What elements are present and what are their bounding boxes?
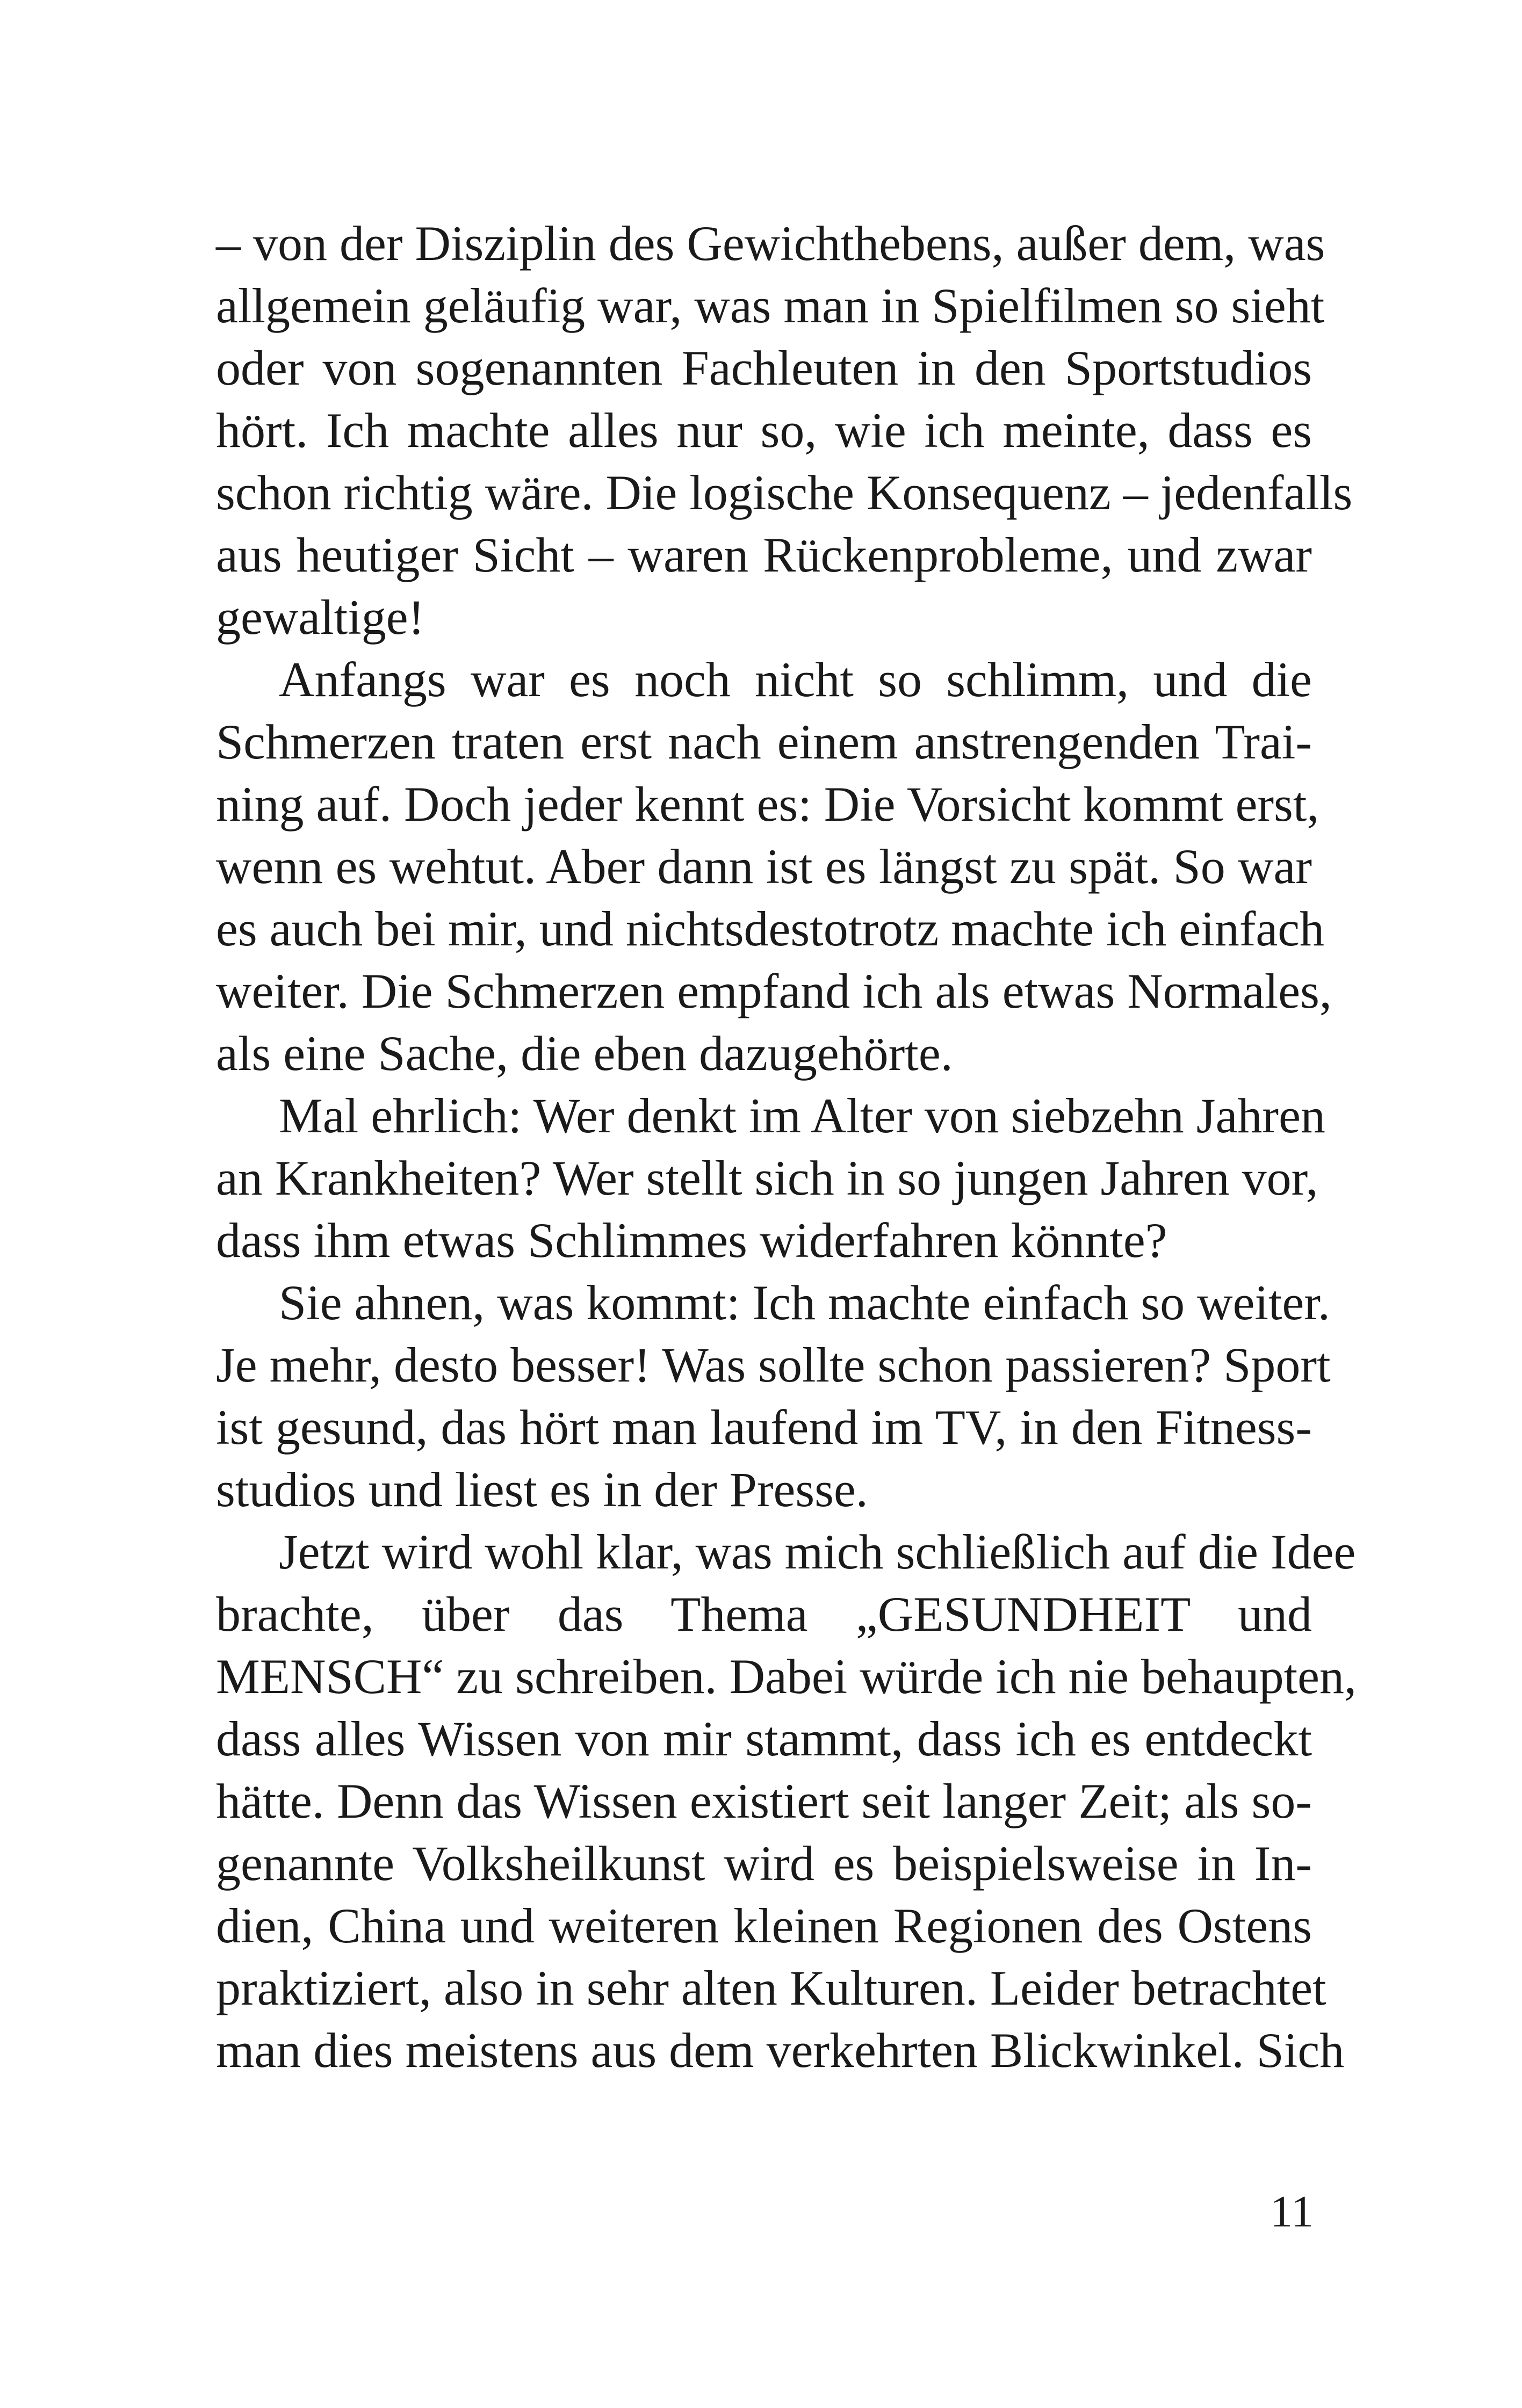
- text-line: Sie ahnen, was kommt: Ich machte einfach so weiter.: [279, 1275, 1330, 1330]
- text-line: Anfangs war es noch nicht so schlimm, und die: [279, 652, 1312, 707]
- text-line: dass ihm etwas Schlimmes widerfahren könnte?: [216, 1213, 1167, 1268]
- text-line: brachte, über das Thema „GESUNDHEIT und: [216, 1587, 1312, 1642]
- text-line: – von der Disziplin des Gewichthebens, außer dem, was: [216, 216, 1325, 271]
- text-line: Jetzt wird wohl klar, was mich schließlich auf die Idee: [279, 1524, 1356, 1579]
- paragraph-5: [216, 1521, 1357, 2081]
- text-line: Schmerzen traten erst nach einem anstrengenden Trai-: [216, 714, 1312, 769]
- text-line: schon richtig wäre. Die logische Konsequenz – jedenfalls: [216, 465, 1353, 520]
- text-line: oder von sogenannten Fachleuten in den Sportstudios: [216, 341, 1312, 395]
- text-line: dien, China und weiteren kleinen Regionen des Ostens: [216, 1898, 1312, 1953]
- text-line: an Krankheiten? Wer stellt sich in so jungen Jahren vor,: [216, 1151, 1318, 1205]
- paragraph-3: [216, 1084, 1325, 1271]
- page-number: 11: [1270, 2187, 1314, 2237]
- paragraph-2: [216, 648, 1332, 1084]
- text-line: Je mehr, desto besser! Was sollte schon passieren? Sport: [216, 1337, 1331, 1392]
- text-line: es auch bei mir, und nichtsdestotrotz machte ich einfach: [216, 901, 1325, 956]
- text-line: genannte Volksheilkunst wird es beispielsweise in In-: [216, 1836, 1312, 1891]
- text-line: aus heutiger Sicht – waren Rückenprobleme, und zwar: [216, 527, 1312, 582]
- text-line: MENSCH“ zu schreiben. Dabei würde ich nie behaupten,: [216, 1649, 1357, 1704]
- text-line: dass alles Wissen von mir stammt, dass ich es entdeckt: [216, 1711, 1312, 1766]
- text-line: praktiziert, also in sehr alten Kulturen. Leider betrachtet: [216, 1961, 1326, 2015]
- text-line: studios und liest es in der Presse.: [216, 1462, 868, 1517]
- text-line: Mal ehrlich: Wer denkt im Alter von siebzehn Jahren: [279, 1088, 1325, 1143]
- text-line: weiter. Die Schmerzen empfand ich als etwas Normales,: [216, 964, 1332, 1018]
- text-line: ning auf. Doch jeder kennt es: Die Vorsicht kommt erst,: [216, 777, 1319, 831]
- text-line: man dies meistens aus dem verkehrten Blickwinkel. Sich: [216, 2023, 1345, 2078]
- body-text: [216, 212, 1357, 2081]
- text-line: als eine Sache, die eben dazugehörte.: [216, 1026, 953, 1081]
- paragraph-1: [216, 212, 1353, 648]
- text-line: wenn es wehtut. Aber dann ist es längst zu spät. So war: [216, 839, 1312, 894]
- text-line: allgemein geläufig war, was man in Spielfilmen so sieht: [216, 278, 1325, 333]
- paragraph-4: [216, 1271, 1331, 1521]
- text-line: hätte. Denn das Wissen existiert seit langer Zeit; als so-: [216, 1774, 1312, 1828]
- text-line: gewaltige!: [216, 590, 425, 645]
- text-line: ist gesund, das hört man laufend im TV, in den Fitness-: [216, 1400, 1312, 1455]
- text-line: hört. Ich machte alles nur so, wie ich meinte, dass es: [216, 403, 1312, 458]
